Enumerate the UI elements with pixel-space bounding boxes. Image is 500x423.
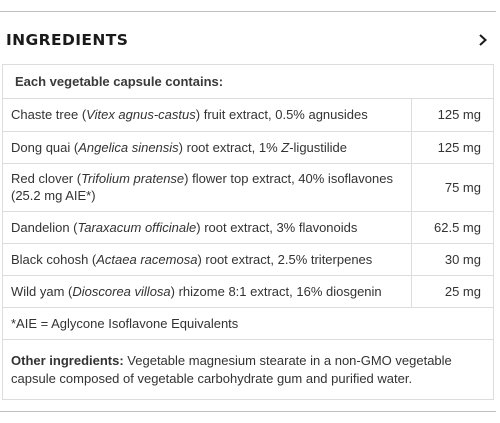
ingredient-name: Wild yam (Dioscorea villosa) rhizome 8:1 extract, 16% diosgenin [3,275,411,307]
bottom-divider [0,411,496,412]
ingredient-amount: 125 mg [411,131,493,163]
ingredient-amount: 25 mg [411,275,493,307]
table-row [3,163,493,211]
ingredient-name: Red clover (Trifolium pratense) flower top extract, 40% isoflavones (25.2 mg AIE*) [3,163,411,211]
aie-footnote: *AIE = Aglycone Isoflavone Equivalents [3,308,493,340]
ingredient-name: Dong quai (Angelica sinensis) root extract, 1% Z-ligustilide [3,131,411,163]
chevron-right-icon[interactable] [476,33,490,47]
other-ingredients-text: Vegetable magnesium stearate in a non-GMO vegetable capsule composed of vegetable carbohydrate gum and purified water. [11,352,452,386]
ingredient-amount: 62.5 mg [411,211,493,243]
ingredient-amount: 30 mg [411,243,493,275]
table-row [3,131,493,163]
ingredient-name: Black cohosh (Actaea racemosa) root extract, 2.5% triterpenes [3,243,411,275]
capsule-heading: Each vegetable capsule contains: [3,65,493,99]
table-row [3,243,493,275]
table-row [3,99,493,131]
table-row [3,275,493,307]
ingredients-table [3,99,493,308]
ingredients-panel [2,64,494,400]
other-ingredients [3,340,493,388]
ingredient-amount: 125 mg [411,99,493,131]
ingredient-amount: 75 mg [411,163,493,211]
other-ingredients-label: Other ingredients: [11,352,124,368]
ingredient-name: Chaste tree (Vitex agnus-castus) fruit extract, 0.5% agnusides [3,99,411,131]
ingredient-name: Dandelion (Taraxacum officinale) root extract, 3% flavonoids [3,211,411,243]
ingredients-accordion-toggle[interactable] [6,22,490,58]
section-title: INGREDIENTS [6,31,129,49]
top-divider [0,11,496,12]
table-row [3,211,493,243]
